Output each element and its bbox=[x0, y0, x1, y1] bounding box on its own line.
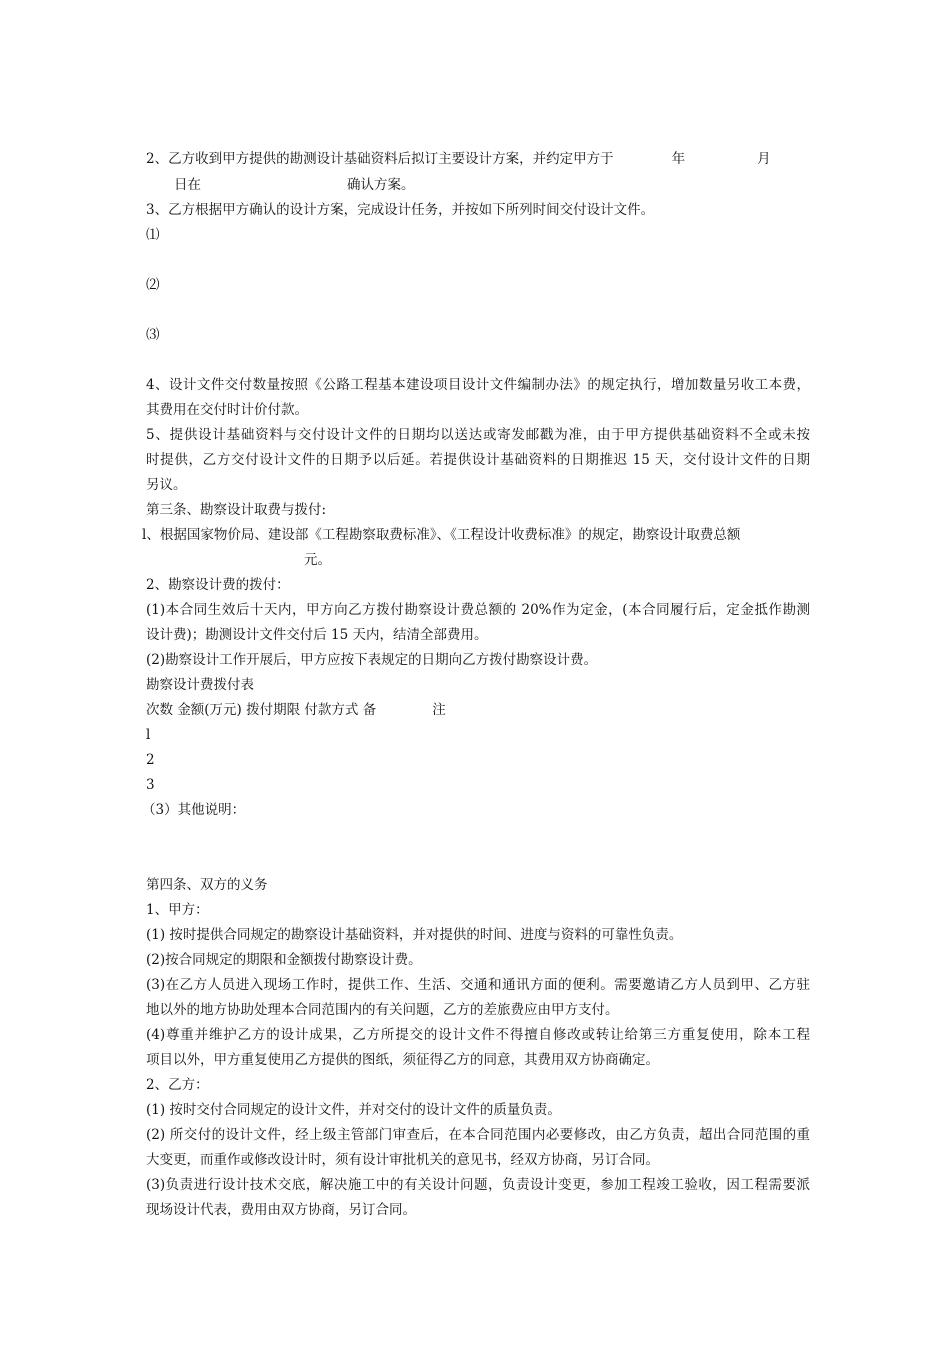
party-b-duty-1: (1) 按时交付合同规定的设计文件，并对交付的设计文件的质量负责。 bbox=[146, 1102, 561, 1118]
table-title: 勘察设计费拨付表 bbox=[146, 677, 254, 693]
art4-line2: 其费用在交付时计价付款。 bbox=[146, 402, 308, 418]
art2-year: 年 bbox=[671, 151, 686, 167]
art2-line1 bbox=[146, 150, 771, 168]
table-header-columns: 次数 金额(万元) 拨付期限 付款方式 备 bbox=[146, 702, 377, 718]
art2-day: 日在 bbox=[174, 177, 201, 193]
party-a-duty-4-line2: 项目以外，甲方重复使用乙方提供的图纸，须征得乙方的同意，其费用双方协商确定。 bbox=[146, 1052, 659, 1068]
table-row: l bbox=[146, 727, 151, 743]
section3-item1-unit: 元。 bbox=[304, 552, 331, 568]
party-b-duty-3-line2: 现场设计代表，费用由双方协商，另订合同。 bbox=[146, 1202, 416, 1218]
party-a-duty-1: (1) 按时提供合同规定的勘察设计基础资料，并对提供的时间、进度与资料的可靠性负责。 bbox=[146, 927, 683, 943]
circled-item-2: ⑵ bbox=[146, 277, 160, 293]
circled-item-3: ⑶ bbox=[146, 327, 160, 343]
payment-1-line2: 设计费)；勘测设计文件交付后 15 天内，结清全部费用。 bbox=[146, 627, 488, 643]
table-row: 2 bbox=[146, 752, 155, 768]
art2-text: 2、乙方收到甲方提供的勘测设计基础资料后拟订主要设计方案，并约定甲方于 bbox=[146, 151, 614, 167]
payment-2: (2)勘察设计工作开展后，甲方应按下表规定的日期向乙方拨付勘察设计费。 bbox=[146, 652, 598, 668]
art5-line2: 时提供，乙方交付设计文件的日期予以后延。若提供设计基础资料的日期推迟 15 天，交付设计文件的日期 bbox=[146, 452, 810, 468]
art2-month: 月 bbox=[757, 151, 771, 167]
section3-title: 第三条、勘察设计取费与拨付: bbox=[146, 502, 327, 518]
circled-item-1: ⑴ bbox=[146, 227, 160, 243]
art5-line3: 另议。 bbox=[146, 477, 187, 493]
payment-1-line1: (1)本合同生效后十天内，甲方向乙方拨付勘察设计费总额的 20%作为定金，(本合同履行后，定金抵作勘测 bbox=[146, 602, 810, 618]
party-b-duty-2-line1: (2) 所交付的设计文件，经上级主管部门审查后，在本合同范围内必要修改，由乙方负责，超出合同范围的重 bbox=[146, 1127, 810, 1143]
party-b-duty-3-line1: (3)负责进行设计技术交底，解决施工中的有关设计问题，负责设计变更，参加工程竣工验收，因工程需要派 bbox=[146, 1177, 810, 1193]
art2-line2 bbox=[174, 176, 415, 194]
table-header-note: 注 bbox=[432, 702, 446, 718]
art5-line1: 5、提供设计基础资料与交付设计文件的日期均以送达或寄发邮戳为准，由于甲方提供基础资料不全或未按 bbox=[146, 427, 810, 443]
party-b-duty-2-line2: 大变更，而重作或修改设计时，须有设计审批机关的意见书，经双方协商，另订合同。 bbox=[146, 1152, 659, 1168]
art3: 3、乙方根据甲方确认的设计方案，完成设计任务，并按如下所列时间交付设计文件。 bbox=[146, 202, 655, 218]
party-b-title: 2、乙方： bbox=[146, 1077, 209, 1093]
party-a-duty-2: (2)按合同规定的期限和金额拨付勘察设计费。 bbox=[146, 952, 422, 968]
other-notes: （3）其他说明： bbox=[142, 802, 246, 818]
art4-line1: 4、设计文件交付数量按照《公路工程基本建设项目设计文件编制办法》的规定执行，增加数量另收工本费， bbox=[146, 377, 810, 393]
table-header bbox=[146, 701, 446, 719]
party-a-duty-3-line1: (3)在乙方人员进入现场工作时，提供工作、生活、交通和通讯方面的便利。需要邀请乙方人员到甲、乙方驻 bbox=[146, 977, 810, 993]
party-a-duty-3-line2: 地以外的地方协助处理本合同范围内的有关问题，乙方的差旅费应由甲方支付。 bbox=[146, 1002, 619, 1018]
table-row: 3 bbox=[146, 777, 155, 793]
art2-confirm: 确认方案。 bbox=[347, 177, 415, 193]
party-a-duty-4-line1: (4)尊重并维护乙方的设计成果，乙方所提交的设计文件不得擅自修改或转让给第三方重复使用，除本工程 bbox=[146, 1027, 810, 1043]
section3-item2: 2、勘察设计费的拨付： bbox=[146, 577, 290, 593]
section4-title: 第四条、双方的义务 bbox=[146, 877, 268, 893]
section3-item1: l、根据国家物价局、建设部《工程勘察取费标准》、《工程设计收费标准》的规定，勘察设计取费总额 bbox=[142, 527, 741, 543]
party-a-title: 1、甲方： bbox=[146, 902, 209, 918]
